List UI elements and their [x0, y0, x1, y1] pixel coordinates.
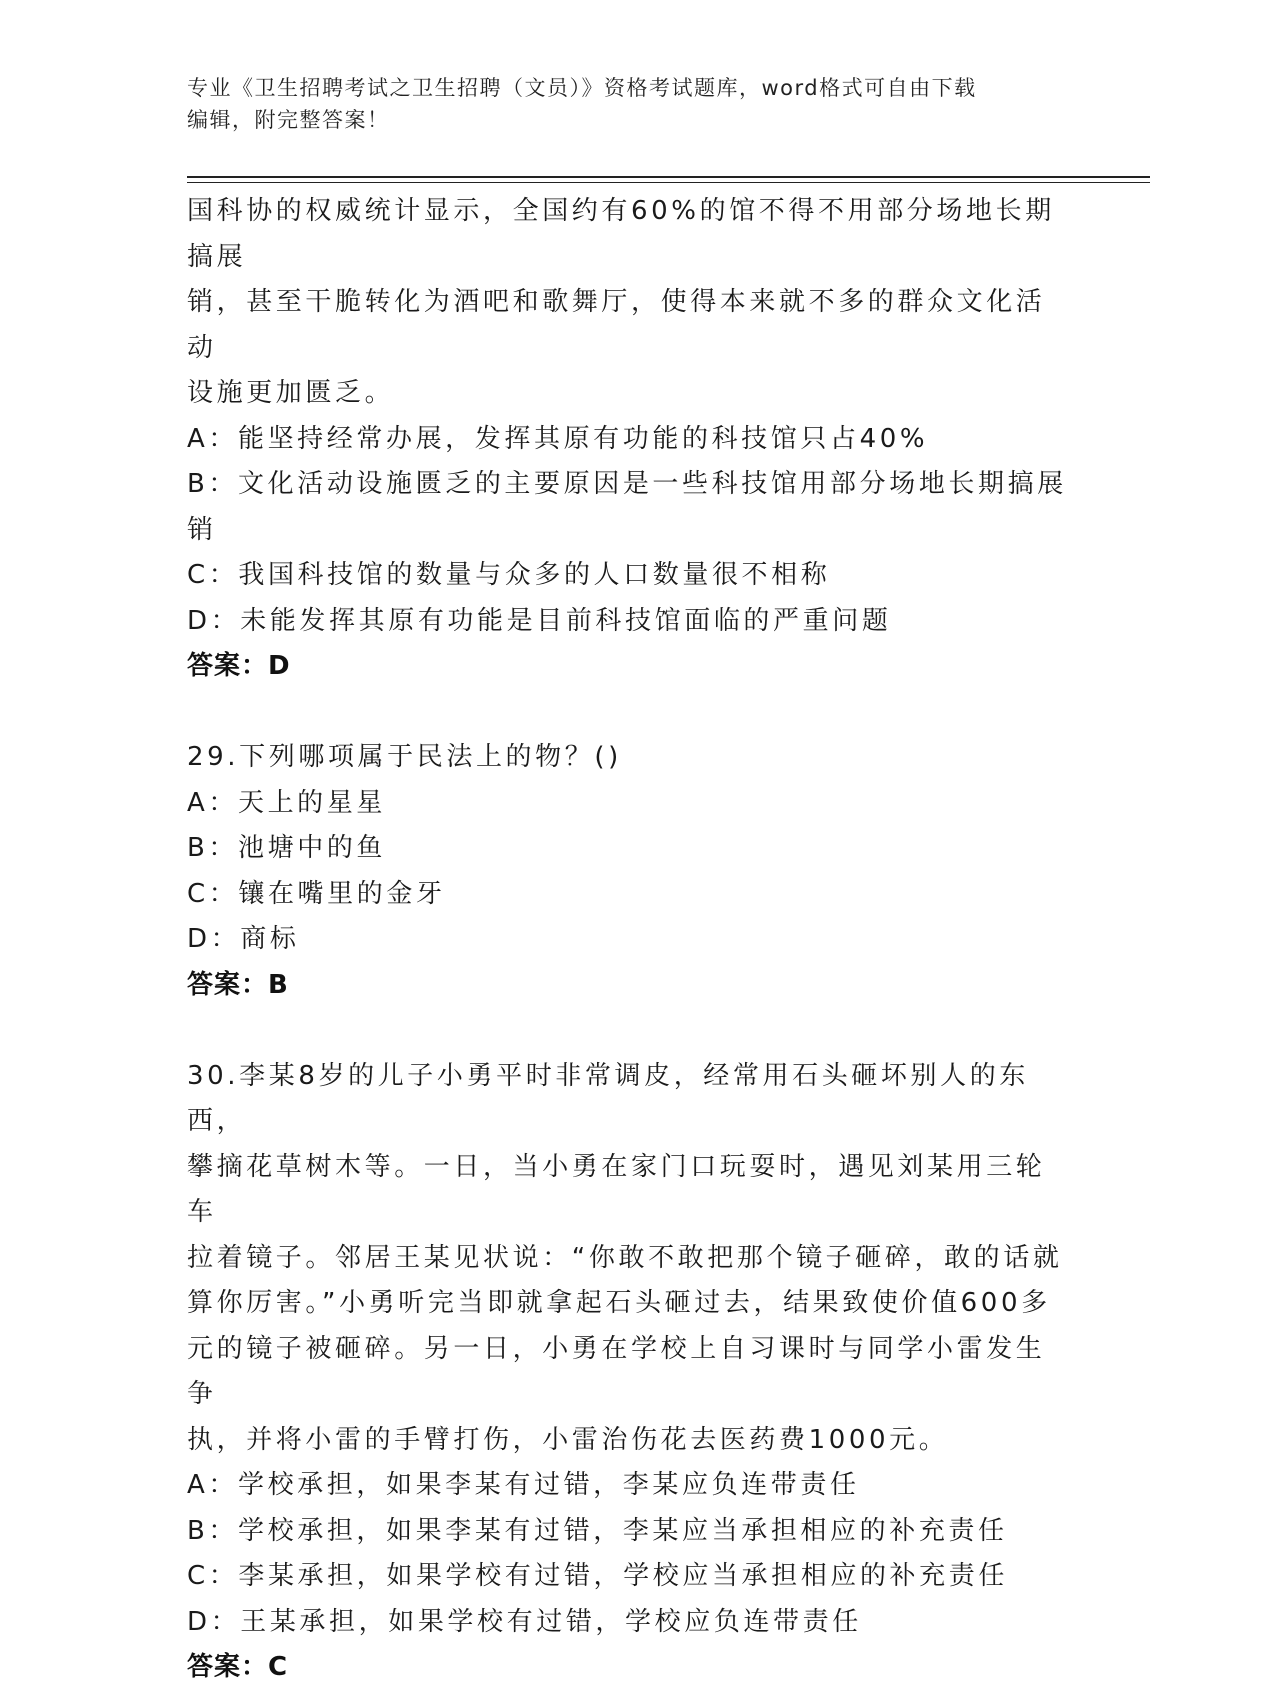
question-stem-line: 29.下列哪项属于民法上的物？() [187, 742, 622, 772]
option-d: D：王某承担，如果学校有过错，学校应负连带责任 [187, 1606, 862, 1637]
question-30 [187, 1054, 1067, 1691]
option-c: C：李某承担，如果学校有过错，学校应当承担相应的补充责任 [187, 1561, 1008, 1591]
question-stem-line: 执，并将小雷的手臂打伤，小雷治伤花去医药费1000元。 [187, 1424, 949, 1455]
header-divider-thick [187, 176, 1150, 178]
document-body [187, 189, 1067, 1691]
option-c: C：镶在嘴里的金牙 [187, 878, 446, 909]
spacer [187, 690, 1067, 736]
question-stem-line: 攀摘花草树木等。一日，当小勇在家门口玩耍时，遇见刘某用三轮车 [187, 1151, 1046, 1227]
option-d: D：未能发挥其原有功能是目前科技馆面临的严重问题 [187, 605, 892, 636]
answer-line: 答案：B [187, 969, 289, 1000]
question-28 [187, 189, 1067, 690]
option-a: A：学校承担，如果李某有过错，李某应负连带责任 [187, 1470, 860, 1500]
option-a: A：能坚持经常办展，发挥其原有功能的科技馆只占40% [187, 423, 929, 454]
option-b: B：学校承担，如果李某有过错，李某应当承担相应的补充责任 [187, 1515, 1008, 1546]
answer-line: 答案：D [187, 651, 291, 681]
question-stem-line: 设施更加匮乏。 [187, 378, 395, 408]
option-a: A：天上的星星 [187, 787, 386, 818]
document-header [187, 72, 1087, 136]
question-stem-line: 算你厉害。”小勇听完当即就拿起石头砸过去，结果致使价值600多 [187, 1288, 1051, 1318]
header-divider-thin [187, 182, 1150, 183]
header-line-2: 编辑，附完整答案！ [187, 108, 390, 132]
header-line-1: 专业《卫生招聘考试之卫生招聘（文员）》资格考试题库，word格式可自由下载 [187, 76, 977, 100]
answer-line: 答案：C [187, 1652, 289, 1682]
option-c: C：我国科技馆的数量与众多的人口数量很不相称 [187, 560, 831, 590]
question-stem-line: 国科协的权威统计显示，全国约有60%的馆不得不用部分场地长期搞展 [187, 196, 1055, 272]
question-stem-line: 销，甚至干脆转化为酒吧和歌舞厅，使得本来就不多的群众文化活动 [187, 287, 1046, 363]
question-stem-line: 30.李某8岁的儿子小勇平时非常调皮，经常用石头砸坏别人的东西， [187, 1060, 1029, 1136]
question-29 [187, 735, 1067, 1008]
option-b: B：池塘中的鱼 [187, 833, 387, 863]
question-stem-line: 拉着镜子。邻居王某见状说：“你敢不敢把那个镜子砸碎，敢的话就 [187, 1242, 1063, 1273]
option-b: B：文化活动设施匮乏的主要原因是一些科技馆用部分场地长期搞展销 [187, 469, 1067, 545]
question-stem-line: 元的镜子被砸碎。另一日，小勇在学校上自习课时与同学小雷发生争 [187, 1333, 1046, 1409]
spacer [187, 1008, 1067, 1054]
option-d: D：商标 [187, 924, 300, 954]
